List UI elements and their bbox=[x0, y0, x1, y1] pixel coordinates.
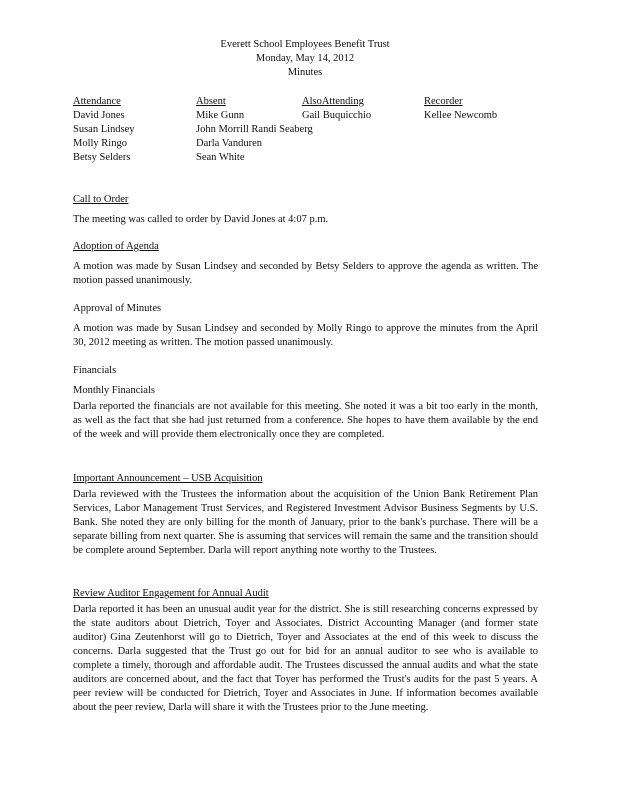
absent-name: John Morrill Randi Seaberg bbox=[196, 124, 313, 135]
attendee-name: David Jones bbox=[73, 110, 125, 121]
attendance-column bbox=[73, 95, 135, 165]
section-title: Call to Order bbox=[73, 194, 129, 205]
attendee-name: Molly Ringo bbox=[73, 138, 127, 149]
financials-section bbox=[73, 364, 538, 442]
section-title: Approval of Minutes bbox=[73, 303, 162, 314]
section-body: The meeting was called to order by David Jones at 4:07 p.m. bbox=[73, 214, 329, 225]
call-to-order-section bbox=[73, 193, 538, 227]
document-header bbox=[0, 38, 610, 80]
absent-name: Mike Gunn bbox=[196, 110, 245, 121]
organization-name: Everett School Employees Benefit Trust bbox=[220, 39, 390, 50]
section-body: Darla reported it has been an unusual audit year for the district. She is still researching concerns expressed by the state auditors about Dietrich, Toyer and Associates. District Accounting Manager (and former state auditor) Gina Zeutenhorst will go to Dietrich, Toyer and Associates at the end of this week to discuss the concerns. Darla suggested that the Trust go out for bid for an annual auditor to see who is available to complete a timely, thorough and affordable audit. The Trustees discussed the annual audits and what the state auditors are concerned about, and the fact that Toyer has performed the Trust's audits for the past 5 years. A peer review will be conducted for Dietrich, Toyer and Associates in June. If information becomes available about the peer review, Darla will share it with the Trustees prior to the June meeting. bbox=[73, 604, 538, 713]
important-announcement-section bbox=[73, 472, 538, 558]
section-body: A motion was made by Susan Lindsey and seconded by Molly Ringo to approve the minutes from the April 30, 2012 meeting as written. The motion passed unanimously. bbox=[73, 323, 538, 348]
also-attending-heading: AlsoAttending bbox=[302, 96, 364, 107]
attendee-name: Betsy Selders bbox=[73, 152, 131, 163]
section-body: Darla reviewed with the Trustees the information about the acquisition of the Union Bank Retirement Plan Services, Labor Management Trust Services, and Registered Investment Advisor Business Segments by U.S. Bank. She noted they are only billing for the month of January, prior to the bank's purchase. There will be a separate billing from next quarter. She is assuming that services will remain the same and the transition should be complete around September. Darla will report anything note worthy to the Trustees. bbox=[73, 489, 538, 556]
also-attending-name: Gail Buquicchio bbox=[302, 110, 372, 121]
section-title: Financials bbox=[73, 365, 117, 376]
absent-column bbox=[196, 95, 313, 165]
meeting-date: Monday, May 14, 2012 bbox=[255, 53, 355, 64]
attendance-heading: Attendance bbox=[73, 96, 121, 107]
recorder-column bbox=[424, 95, 497, 123]
section-title: Important Announcement – USB Acquisition bbox=[73, 473, 263, 484]
document-type: Minutes bbox=[287, 67, 323, 78]
section-subtitle: Monthly Financials bbox=[73, 385, 155, 396]
section-title: Adoption of Agenda bbox=[73, 241, 159, 252]
absent-name: Darla Vanduren bbox=[196, 138, 262, 149]
section-body: A motion was made by Susan Lindsey and seconded by Betsy Selders to approve the agenda as written. The motion passed unanimously. bbox=[73, 261, 538, 286]
recorder-heading: Recorder bbox=[424, 96, 463, 107]
review-auditor-section bbox=[73, 587, 538, 715]
also-attending-column bbox=[302, 95, 371, 123]
absent-name: Sean White bbox=[196, 152, 245, 163]
section-title: Review Auditor Engagement for Annual Audit bbox=[73, 588, 269, 599]
approval-of-minutes-section bbox=[73, 302, 538, 350]
adoption-of-agenda-section bbox=[73, 240, 538, 288]
attendee-name: Susan Lindsey bbox=[73, 124, 135, 135]
absent-heading: Absent bbox=[196, 96, 226, 107]
recorder-name: Kellee Newcomb bbox=[424, 110, 498, 121]
section-body: Darla reported the financials are not available for this meeting. She noted it was a bit too early in the month, as well as the fact that she had just returned from a conference. She hopes to have them available by the end of the week and will provide them electronically once they are completed. bbox=[73, 401, 538, 440]
